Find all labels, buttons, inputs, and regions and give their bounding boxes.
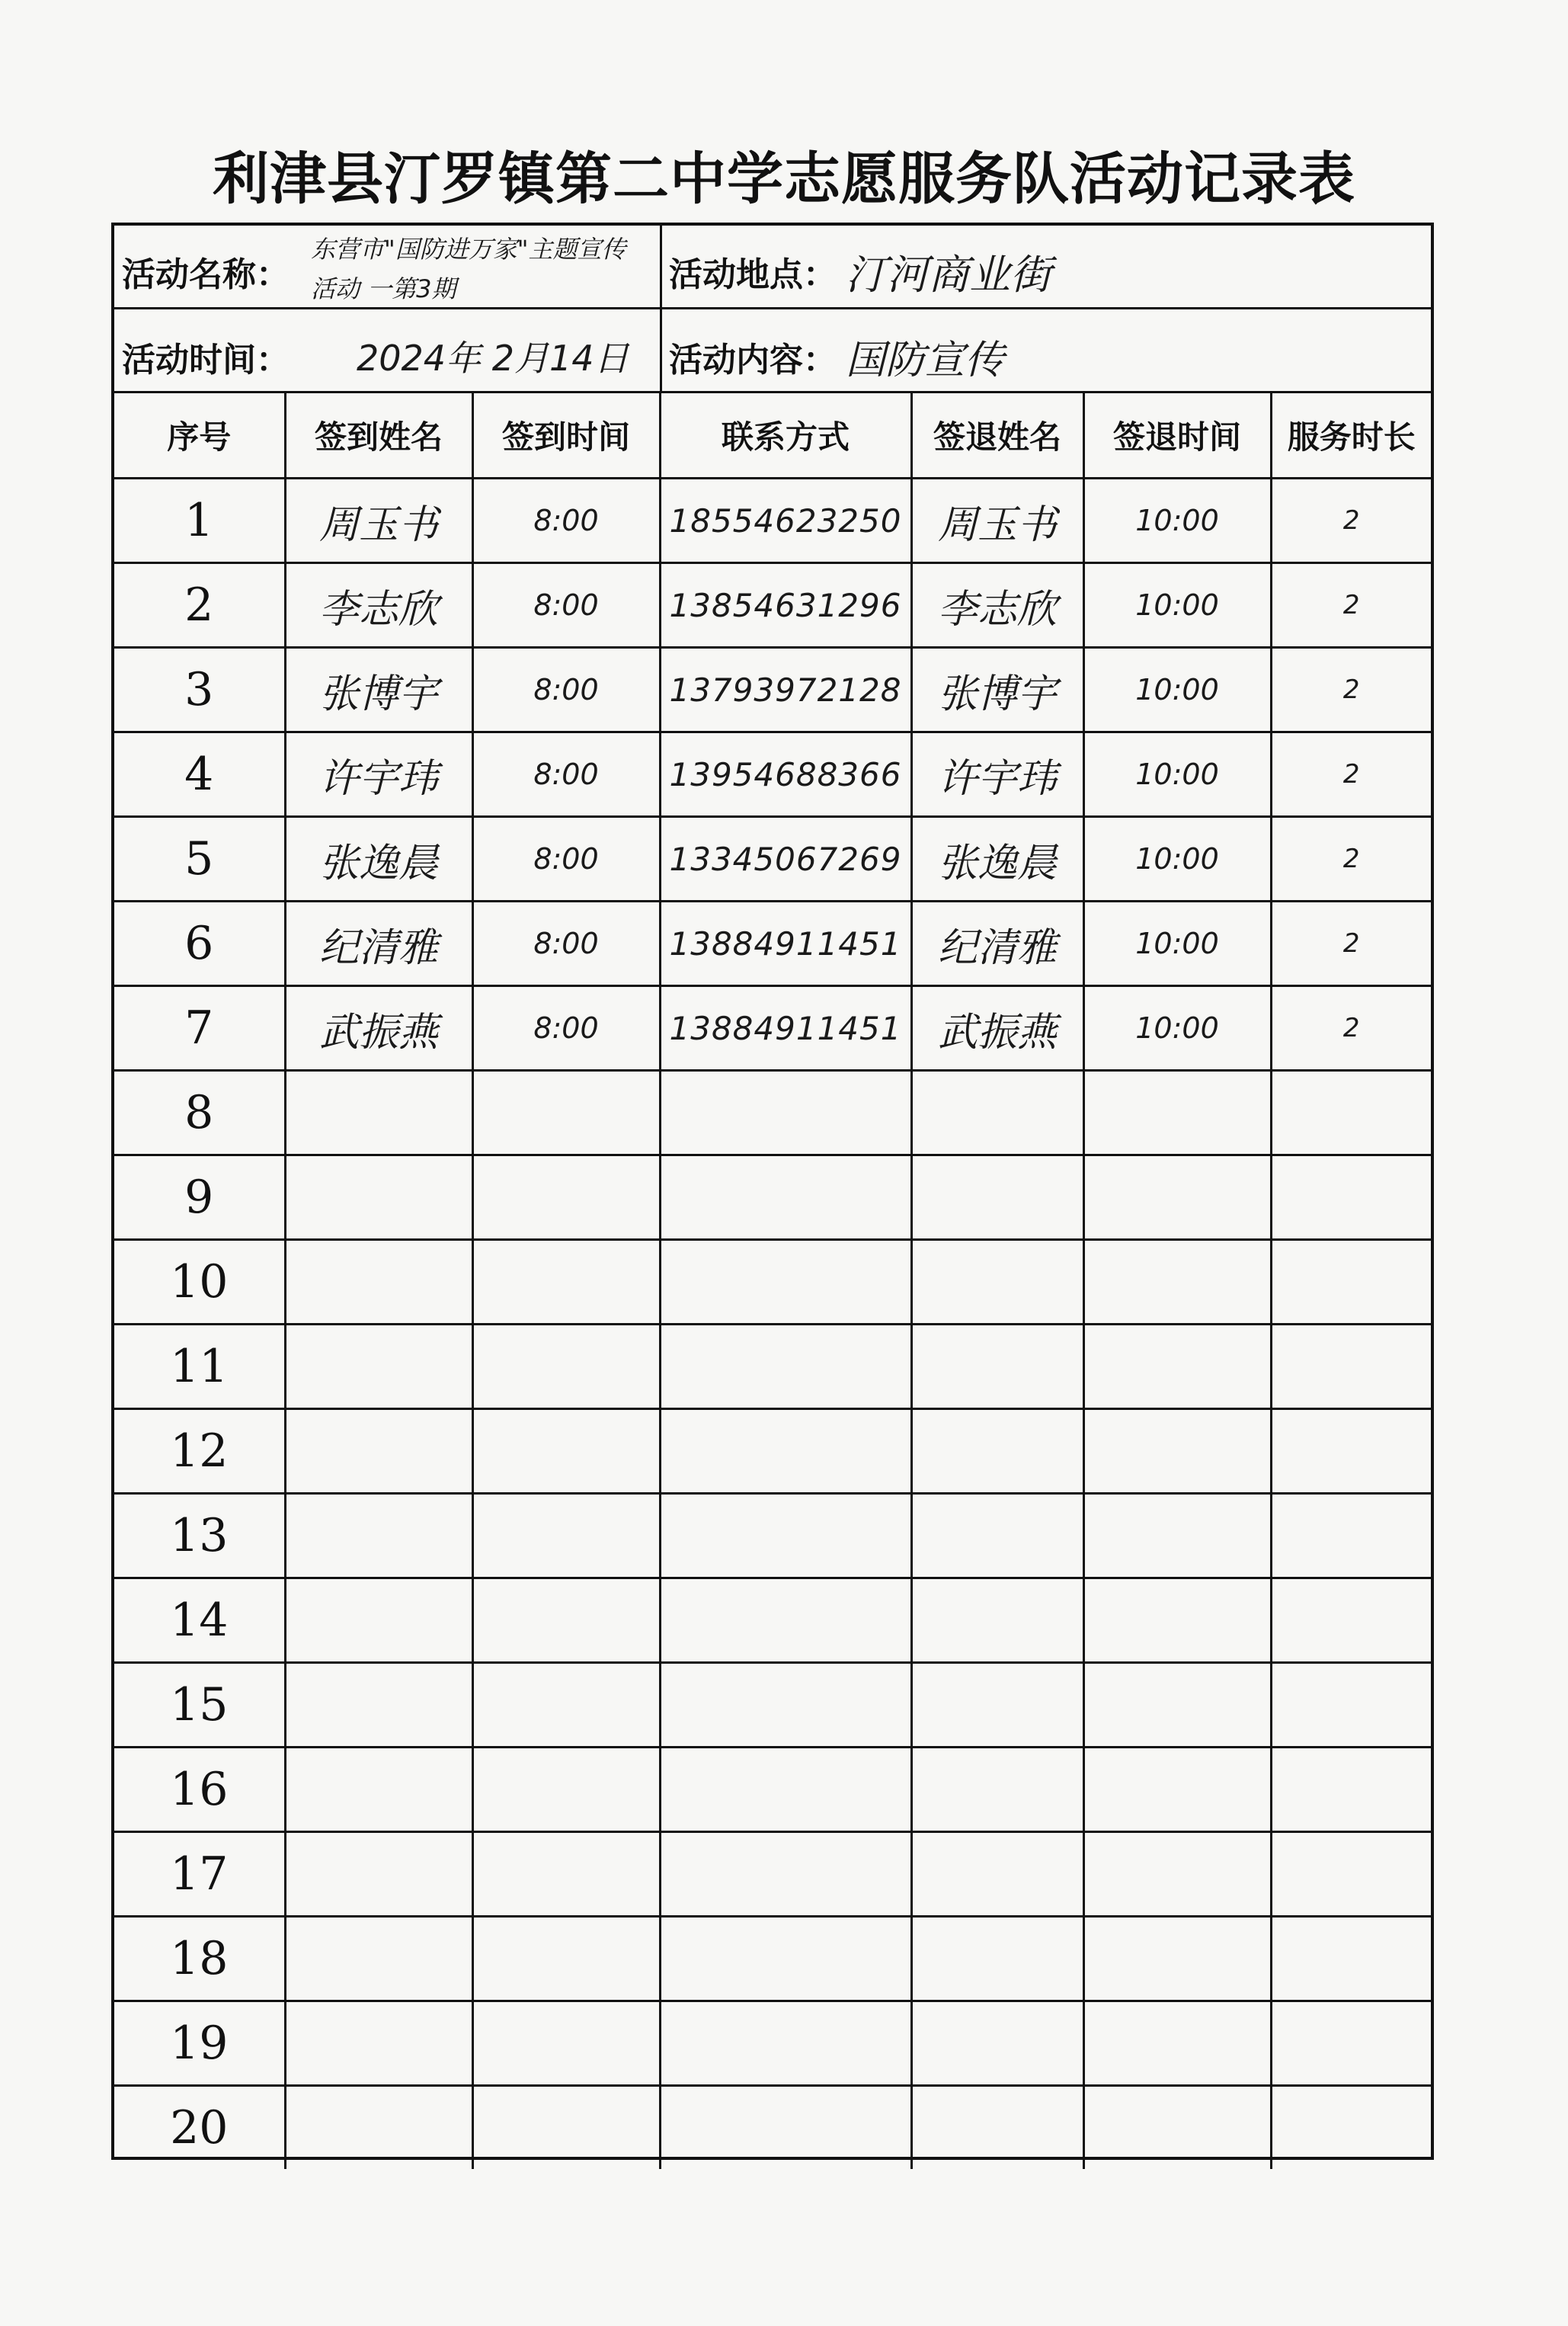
table-row: [114, 902, 1431, 986]
sign-out-name: [911, 1409, 1083, 1494]
contact-phone: [660, 2086, 911, 2170]
sign-out-time: 10:00: [1083, 817, 1271, 902]
table-row: [114, 1578, 1431, 1663]
row-seq: 8: [114, 1071, 285, 1155]
contact-phone: 13793972128: [660, 648, 911, 732]
table-row: [114, 817, 1431, 902]
sign-in-name: [285, 1832, 472, 1917]
sign-in-time: [472, 1578, 660, 1663]
sign-in-name: [285, 1663, 472, 1748]
header-divider: [660, 226, 662, 307]
sign-in-time: [472, 1325, 660, 1409]
sign-in-time: [472, 2086, 660, 2170]
sign-in-name: 张博宇: [285, 648, 472, 732]
column-header-sign-out-time: 签退时间: [1083, 393, 1271, 479]
activity-name-value-line2: 活动 一第3期: [311, 274, 456, 303]
row-seq: 7: [114, 986, 285, 1071]
contact-phone: [660, 1071, 911, 1155]
service-duration: [1271, 1917, 1431, 2001]
sign-out-time: [1083, 2001, 1271, 2086]
sign-in-name: [285, 2001, 472, 2086]
sign-in-name: [285, 1071, 472, 1155]
table-row: [114, 479, 1431, 563]
sign-in-time: [472, 1071, 660, 1155]
column-header-sign-out-name: 签退姓名: [911, 393, 1083, 479]
sign-out-time: 10:00: [1083, 986, 1271, 1071]
contact-phone: 13345067269: [660, 817, 911, 902]
sign-in-name: [285, 1240, 472, 1325]
sign-in-name: [285, 1494, 472, 1578]
sign-out-name: [911, 2086, 1083, 2170]
contact-phone: 13854631296: [660, 563, 911, 648]
row-seq: 4: [114, 732, 285, 817]
sign-in-time: [472, 1494, 660, 1578]
sign-in-name: [285, 1409, 472, 1494]
sign-out-time: 10:00: [1083, 732, 1271, 817]
table-row: [114, 2086, 1431, 2170]
table-row: [114, 1155, 1431, 1240]
sign-out-name: 许宇玮: [911, 732, 1083, 817]
sign-out-time: [1083, 1578, 1271, 1663]
contact-phone: [660, 1325, 911, 1409]
sign-out-name: [911, 1071, 1083, 1155]
location-label: 活动地点：: [669, 255, 837, 294]
contact-phone: [660, 1663, 911, 1748]
sign-in-name: [285, 1748, 472, 1832]
sign-in-name: [285, 1325, 472, 1409]
sign-out-time: [1083, 2086, 1271, 2170]
sign-in-name: 许宇玮: [285, 732, 472, 817]
table-row: [114, 563, 1431, 648]
sign-in-name: 周玉书: [285, 479, 472, 563]
sign-out-name: [911, 1917, 1083, 2001]
row-seq: 10: [114, 1240, 285, 1325]
service-duration: [1271, 1748, 1431, 1832]
service-duration: [1271, 1071, 1431, 1155]
sign-out-name: [911, 1663, 1083, 1748]
contact-phone: [660, 2001, 911, 2086]
content-value: 国防宣传: [846, 338, 1005, 383]
sign-out-name: 周玉书: [911, 479, 1083, 563]
sign-out-time: [1083, 1071, 1271, 1155]
table-row: [114, 1748, 1431, 1832]
contact-phone: [660, 1917, 911, 2001]
sign-out-name: [911, 1748, 1083, 1832]
row-seq: 2: [114, 563, 285, 648]
sign-in-time: [472, 1917, 660, 2001]
table-row: [114, 1917, 1431, 2001]
row-seq: 20: [114, 2086, 285, 2170]
sign-in-time: [472, 1663, 660, 1748]
service-duration: 2: [1271, 986, 1431, 1071]
sign-out-time: [1083, 1832, 1271, 1917]
table-header-row: [114, 393, 1431, 479]
table-row: [114, 2001, 1431, 2086]
sign-in-time: [472, 2001, 660, 2086]
contact-phone: 13954688366: [660, 732, 911, 817]
sign-in-name: 纪清雅: [285, 902, 472, 986]
activity-name-label: 活动名称：: [122, 255, 290, 294]
sign-out-name: [911, 1494, 1083, 1578]
table-row: [114, 1663, 1431, 1748]
service-duration: 2: [1271, 648, 1431, 732]
service-duration: [1271, 1832, 1431, 1917]
attendance-table: [114, 393, 1431, 2169]
row-seq: 5: [114, 817, 285, 902]
sign-in-time: [472, 1409, 660, 1494]
sign-in-name: 张逸晨: [285, 817, 472, 902]
service-duration: 2: [1271, 479, 1431, 563]
contact-phone: 13884911451: [660, 902, 911, 986]
table-row: [114, 1494, 1431, 1578]
row-seq: 15: [114, 1663, 285, 1748]
sign-out-name: [911, 1155, 1083, 1240]
sign-out-name: 张博宇: [911, 648, 1083, 732]
row-seq: 3: [114, 648, 285, 732]
row-seq: 19: [114, 2001, 285, 2086]
sign-in-time: 8:00: [472, 902, 660, 986]
contact-phone: 18554623250: [660, 479, 911, 563]
sign-out-time: [1083, 1663, 1271, 1748]
sign-out-name: [911, 2001, 1083, 2086]
column-header-duration: 服务时长: [1271, 393, 1431, 479]
header-divider: [660, 309, 662, 391]
contact-phone: [660, 1578, 911, 1663]
service-duration: [1271, 2001, 1431, 2086]
sign-out-name: [911, 1240, 1083, 1325]
contact-phone: [660, 1832, 911, 1917]
service-duration: 2: [1271, 732, 1431, 817]
service-duration: [1271, 1663, 1431, 1748]
sign-out-time: [1083, 1325, 1271, 1409]
sign-out-name: [911, 1325, 1083, 1409]
service-duration: [1271, 1494, 1431, 1578]
sign-in-time: 8:00: [472, 817, 660, 902]
sign-in-time: [472, 1155, 660, 1240]
sign-out-time: [1083, 1917, 1271, 2001]
row-seq: 6: [114, 902, 285, 986]
column-header-contact: 联系方式: [660, 393, 911, 479]
sign-in-time: 8:00: [472, 479, 660, 563]
service-duration: 2: [1271, 817, 1431, 902]
row-seq: 1: [114, 479, 285, 563]
table-row: [114, 732, 1431, 817]
table-row: [114, 1832, 1431, 1917]
service-duration: [1271, 1240, 1431, 1325]
column-header-sign-in-time: 签到时间: [472, 393, 660, 479]
sign-in-name: [285, 1917, 472, 2001]
service-duration: [1271, 1325, 1431, 1409]
sign-in-name: 武振燕: [285, 986, 472, 1071]
column-header-seq: 序号: [114, 393, 285, 479]
service-duration: [1271, 1578, 1431, 1663]
sign-in-name: [285, 2086, 472, 2170]
service-duration: 2: [1271, 902, 1431, 986]
sign-out-time: 10:00: [1083, 902, 1271, 986]
sign-out-name: [911, 1578, 1083, 1663]
sign-out-time: 10:00: [1083, 479, 1271, 563]
sign-out-time: [1083, 1155, 1271, 1240]
sign-in-time: 8:00: [472, 986, 660, 1071]
location-value: 汀河商业街: [846, 251, 1051, 299]
service-duration: [1271, 1409, 1431, 1494]
page-title: 利津县汀罗镇第二中学志愿服务队活动记录表: [213, 146, 1355, 212]
sign-out-name: 纪清雅: [911, 902, 1083, 986]
sign-in-time: [472, 1748, 660, 1832]
sign-out-name: 武振燕: [911, 986, 1083, 1071]
sign-in-name: [285, 1578, 472, 1663]
row-seq: 17: [114, 1832, 285, 1917]
activity-time-value: 2024年 2月14日: [357, 338, 629, 379]
sign-in-name: 李志欣: [285, 563, 472, 648]
service-duration: 2: [1271, 563, 1431, 648]
activity-name-value-line1: 东营市"国防进万家"主题宣传: [311, 235, 626, 264]
sign-out-time: [1083, 1409, 1271, 1494]
sign-out-time: [1083, 1748, 1271, 1832]
header-row-activity: [114, 226, 1431, 309]
table-body: [114, 479, 1431, 2170]
sign-in-time: 8:00: [472, 648, 660, 732]
service-duration: [1271, 2086, 1431, 2170]
sign-out-name: 张逸晨: [911, 817, 1083, 902]
table-row: [114, 1325, 1431, 1409]
contact-phone: [660, 1409, 911, 1494]
record-sheet: [111, 223, 1434, 2160]
content-label: 活动内容：: [669, 341, 837, 380]
sign-out-time: 10:00: [1083, 648, 1271, 732]
activity-time-label: 活动时间：: [122, 341, 290, 380]
sign-in-time: 8:00: [472, 732, 660, 817]
sign-in-time: [472, 1832, 660, 1917]
row-seq: 18: [114, 1917, 285, 2001]
header-row-time: [114, 309, 1431, 393]
sign-out-name: [911, 1832, 1083, 1917]
sign-in-name: [285, 1155, 472, 1240]
service-duration: [1271, 1155, 1431, 1240]
contact-phone: [660, 1748, 911, 1832]
table-row: [114, 1409, 1431, 1494]
sign-out-name: 李志欣: [911, 563, 1083, 648]
row-seq: 12: [114, 1409, 285, 1494]
row-seq: 14: [114, 1578, 285, 1663]
contact-phone: [660, 1155, 911, 1240]
row-seq: 13: [114, 1494, 285, 1578]
table-row: [114, 1071, 1431, 1155]
contact-phone: [660, 1240, 911, 1325]
sign-out-time: [1083, 1494, 1271, 1578]
column-header-sign-in-name: 签到姓名: [285, 393, 472, 479]
contact-phone: 13884911451: [660, 986, 911, 1071]
sign-out-time: [1083, 1240, 1271, 1325]
sign-out-time: 10:00: [1083, 563, 1271, 648]
sign-in-time: 8:00: [472, 563, 660, 648]
row-seq: 16: [114, 1748, 285, 1832]
table-row: [114, 648, 1431, 732]
table-row: [114, 1240, 1431, 1325]
table-row: [114, 986, 1431, 1071]
sign-in-time: [472, 1240, 660, 1325]
row-seq: 9: [114, 1155, 285, 1240]
row-seq: 11: [114, 1325, 285, 1409]
contact-phone: [660, 1494, 911, 1578]
